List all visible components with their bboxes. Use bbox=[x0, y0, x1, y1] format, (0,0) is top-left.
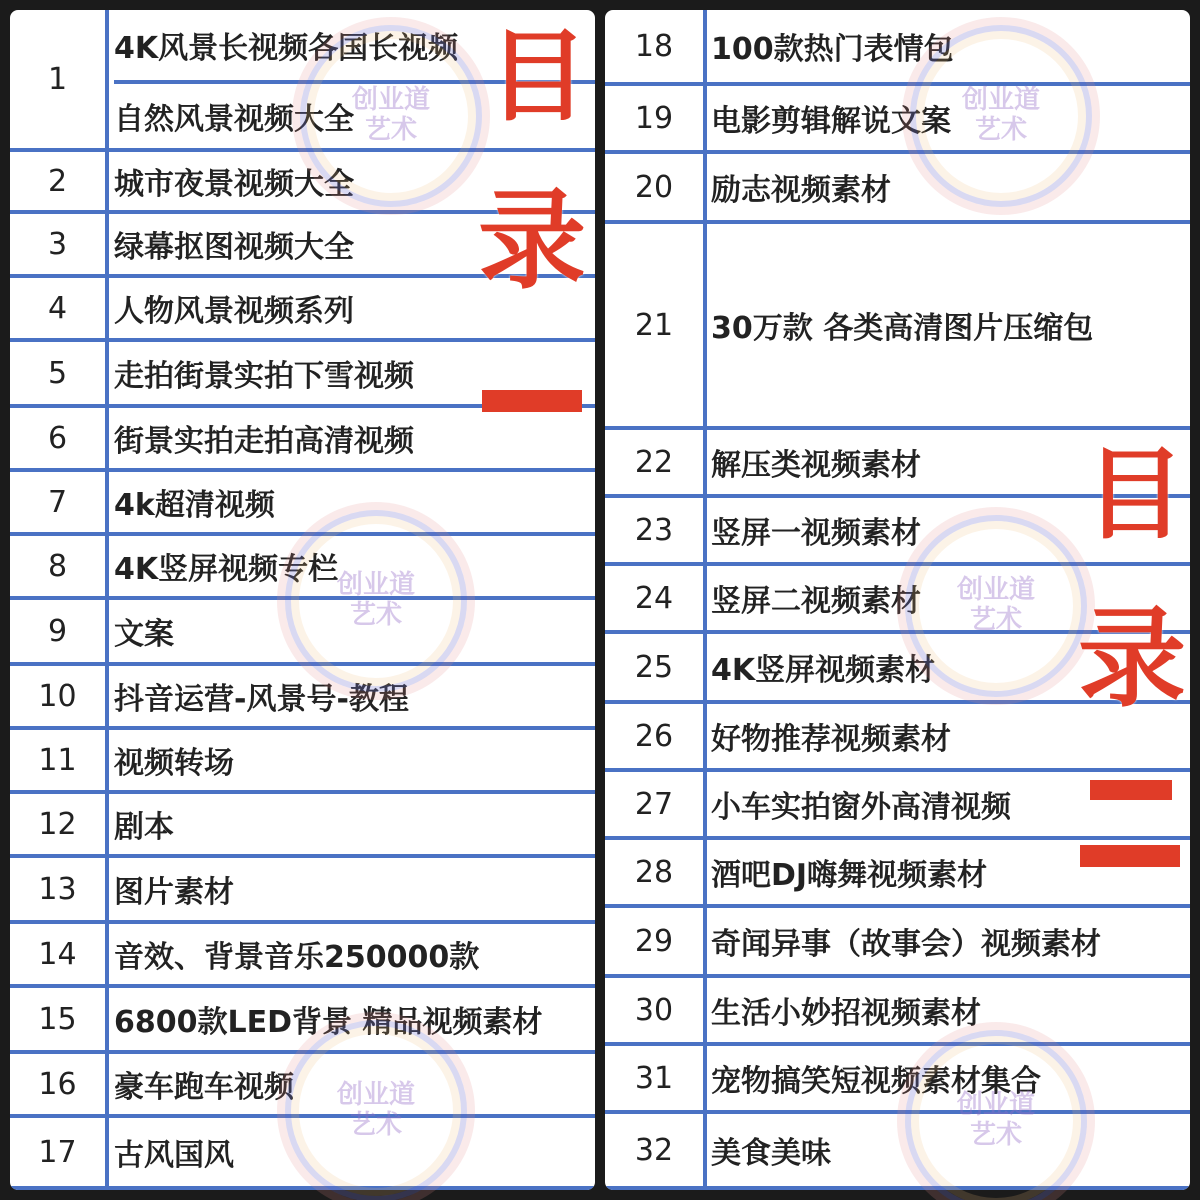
row-number: 30 bbox=[634, 992, 674, 1028]
row-title: 酒吧DJ嗨舞视频素材 bbox=[711, 858, 988, 893]
row-title: 奇闻异事（故事会）视频素材 bbox=[711, 927, 1101, 962]
catalog-row bbox=[605, 224, 1190, 430]
watermark-logo: 创业道 艺术 bbox=[910, 25, 1092, 207]
watermark-logo: 创业道 艺术 bbox=[285, 510, 467, 692]
row-title: 4K竖屏视频素材 bbox=[711, 653, 936, 688]
row-title: 人物风景视频系列 bbox=[114, 294, 354, 329]
row-title: 小车实拍窗外高清视频 bbox=[711, 790, 1011, 825]
catalog-row bbox=[605, 10, 1190, 86]
row-number: 31 bbox=[634, 1060, 674, 1096]
row-title: 绿幕抠图视频大全 bbox=[114, 230, 354, 265]
column-divider bbox=[703, 10, 707, 1190]
catalog-row bbox=[10, 1054, 595, 1118]
row-title: 图片素材 bbox=[114, 875, 234, 910]
row-number: 8 bbox=[47, 548, 68, 584]
column-divider bbox=[105, 10, 109, 1190]
row-number: 28 bbox=[634, 854, 674, 890]
row-title: 解压类视频素材 bbox=[711, 448, 921, 483]
badge-lu-right: 录 bbox=[1078, 597, 1187, 722]
catalog-row bbox=[10, 1118, 595, 1190]
badge-er-right-bottom bbox=[1080, 845, 1180, 867]
row-title: 好物推荐视频素材 bbox=[711, 722, 951, 757]
row-title: 古风国风 bbox=[114, 1138, 234, 1173]
row-title: 豪车跑车视频 bbox=[114, 1070, 294, 1105]
row-title: 文案 bbox=[114, 617, 174, 652]
row-title: 自然风景视频大全 bbox=[114, 102, 354, 137]
badge-mu-right: 目 bbox=[1085, 436, 1185, 553]
row-number: 9 bbox=[47, 613, 68, 649]
row-number: 14 bbox=[38, 936, 77, 972]
row-title: 30万款 各类高清图片压缩包 bbox=[711, 311, 1094, 346]
row-number: 15 bbox=[38, 1001, 77, 1037]
row-title: 宠物搞笑短视频素材集合 bbox=[711, 1064, 1041, 1099]
catalog-row bbox=[605, 908, 1190, 978]
catalog-row bbox=[10, 536, 595, 600]
catalog-row bbox=[605, 978, 1190, 1046]
row-title: 城市夜景视频大全 bbox=[114, 167, 354, 202]
row-number: 4 bbox=[47, 290, 68, 326]
row-number: 29 bbox=[634, 923, 674, 959]
watermark-logo: 创业道 艺术 bbox=[285, 1020, 467, 1200]
row-title: 美食美味 bbox=[711, 1136, 831, 1171]
catalog-row bbox=[10, 988, 595, 1054]
row-number: 1 bbox=[47, 61, 68, 97]
row-title: 励志视频素材 bbox=[711, 173, 891, 208]
row-title: 4K竖屏视频专栏 bbox=[114, 552, 339, 587]
row-number: 11 bbox=[38, 742, 77, 778]
catalog-row bbox=[10, 924, 595, 988]
row-number: 22 bbox=[634, 444, 674, 480]
row-title: 竖屏二视频素材 bbox=[711, 584, 921, 619]
badge-mu-left: 目 bbox=[488, 18, 588, 135]
row-number: 7 bbox=[47, 484, 68, 520]
row-number: 5 bbox=[47, 355, 68, 391]
row-number: 25 bbox=[634, 649, 674, 685]
badge-lu-left: 录 bbox=[478, 179, 587, 304]
row-number: 16 bbox=[38, 1066, 77, 1102]
row-title: 走拍街景实拍下雪视频 bbox=[114, 359, 414, 394]
row-number: 26 bbox=[634, 718, 674, 754]
catalog-row bbox=[10, 666, 595, 730]
row-title: 音效、背景音乐250000款 bbox=[114, 940, 480, 975]
row-title: 4k超清视频 bbox=[114, 488, 275, 523]
catalog-row bbox=[605, 1114, 1190, 1190]
row-number: 2 bbox=[47, 163, 68, 199]
catalog-row bbox=[605, 86, 1190, 154]
row-number: 27 bbox=[634, 786, 674, 822]
row-number: 17 bbox=[38, 1134, 77, 1170]
catalog-row bbox=[10, 472, 595, 536]
row-number: 18 bbox=[634, 28, 674, 64]
row-title: 6800款LED背景 精品视频素材 bbox=[114, 1005, 543, 1040]
watermark-logo: 创业道 艺术 bbox=[905, 1030, 1087, 1200]
watermark-logo: 创业道 艺术 bbox=[905, 515, 1087, 697]
row-number: 3 bbox=[47, 226, 68, 262]
row-number: 32 bbox=[634, 1132, 674, 1168]
row-title: 竖屏一视频素材 bbox=[711, 516, 921, 551]
row-title: 视频转场 bbox=[114, 746, 234, 781]
badge-yi-left bbox=[482, 390, 582, 412]
row-number: 20 bbox=[634, 169, 674, 205]
row-title: 剧本 bbox=[114, 810, 174, 845]
row-number: 6 bbox=[47, 420, 68, 456]
catalog-row bbox=[605, 154, 1190, 224]
row-title: 街景实拍走拍高清视频 bbox=[114, 424, 414, 459]
row-number: 21 bbox=[634, 307, 674, 343]
row-title: 100款热门表情包 bbox=[711, 32, 954, 67]
row-title: 4K风景长视频各国长视频 bbox=[114, 10, 595, 84]
row-title: 生活小妙招视频素材 bbox=[711, 996, 981, 1031]
catalog-row bbox=[10, 794, 595, 858]
row-number: 24 bbox=[634, 580, 674, 616]
row-number: 10 bbox=[38, 678, 77, 714]
catalog-row bbox=[605, 1046, 1190, 1114]
row-number: 19 bbox=[634, 100, 674, 136]
badge-er-right-top bbox=[1090, 780, 1172, 800]
row-number: 23 bbox=[634, 512, 674, 548]
catalog-row bbox=[10, 600, 595, 666]
catalog-row bbox=[10, 730, 595, 794]
watermark-logo: 创业道 艺术 bbox=[300, 25, 482, 207]
row-title: 电影剪辑解说文案 bbox=[711, 104, 951, 139]
row-number: 12 bbox=[38, 806, 77, 842]
row-title: 抖音运营-风景号-教程 bbox=[114, 682, 409, 717]
row-number: 13 bbox=[38, 871, 77, 907]
catalog-row bbox=[10, 858, 595, 924]
catalog-row bbox=[10, 408, 595, 472]
